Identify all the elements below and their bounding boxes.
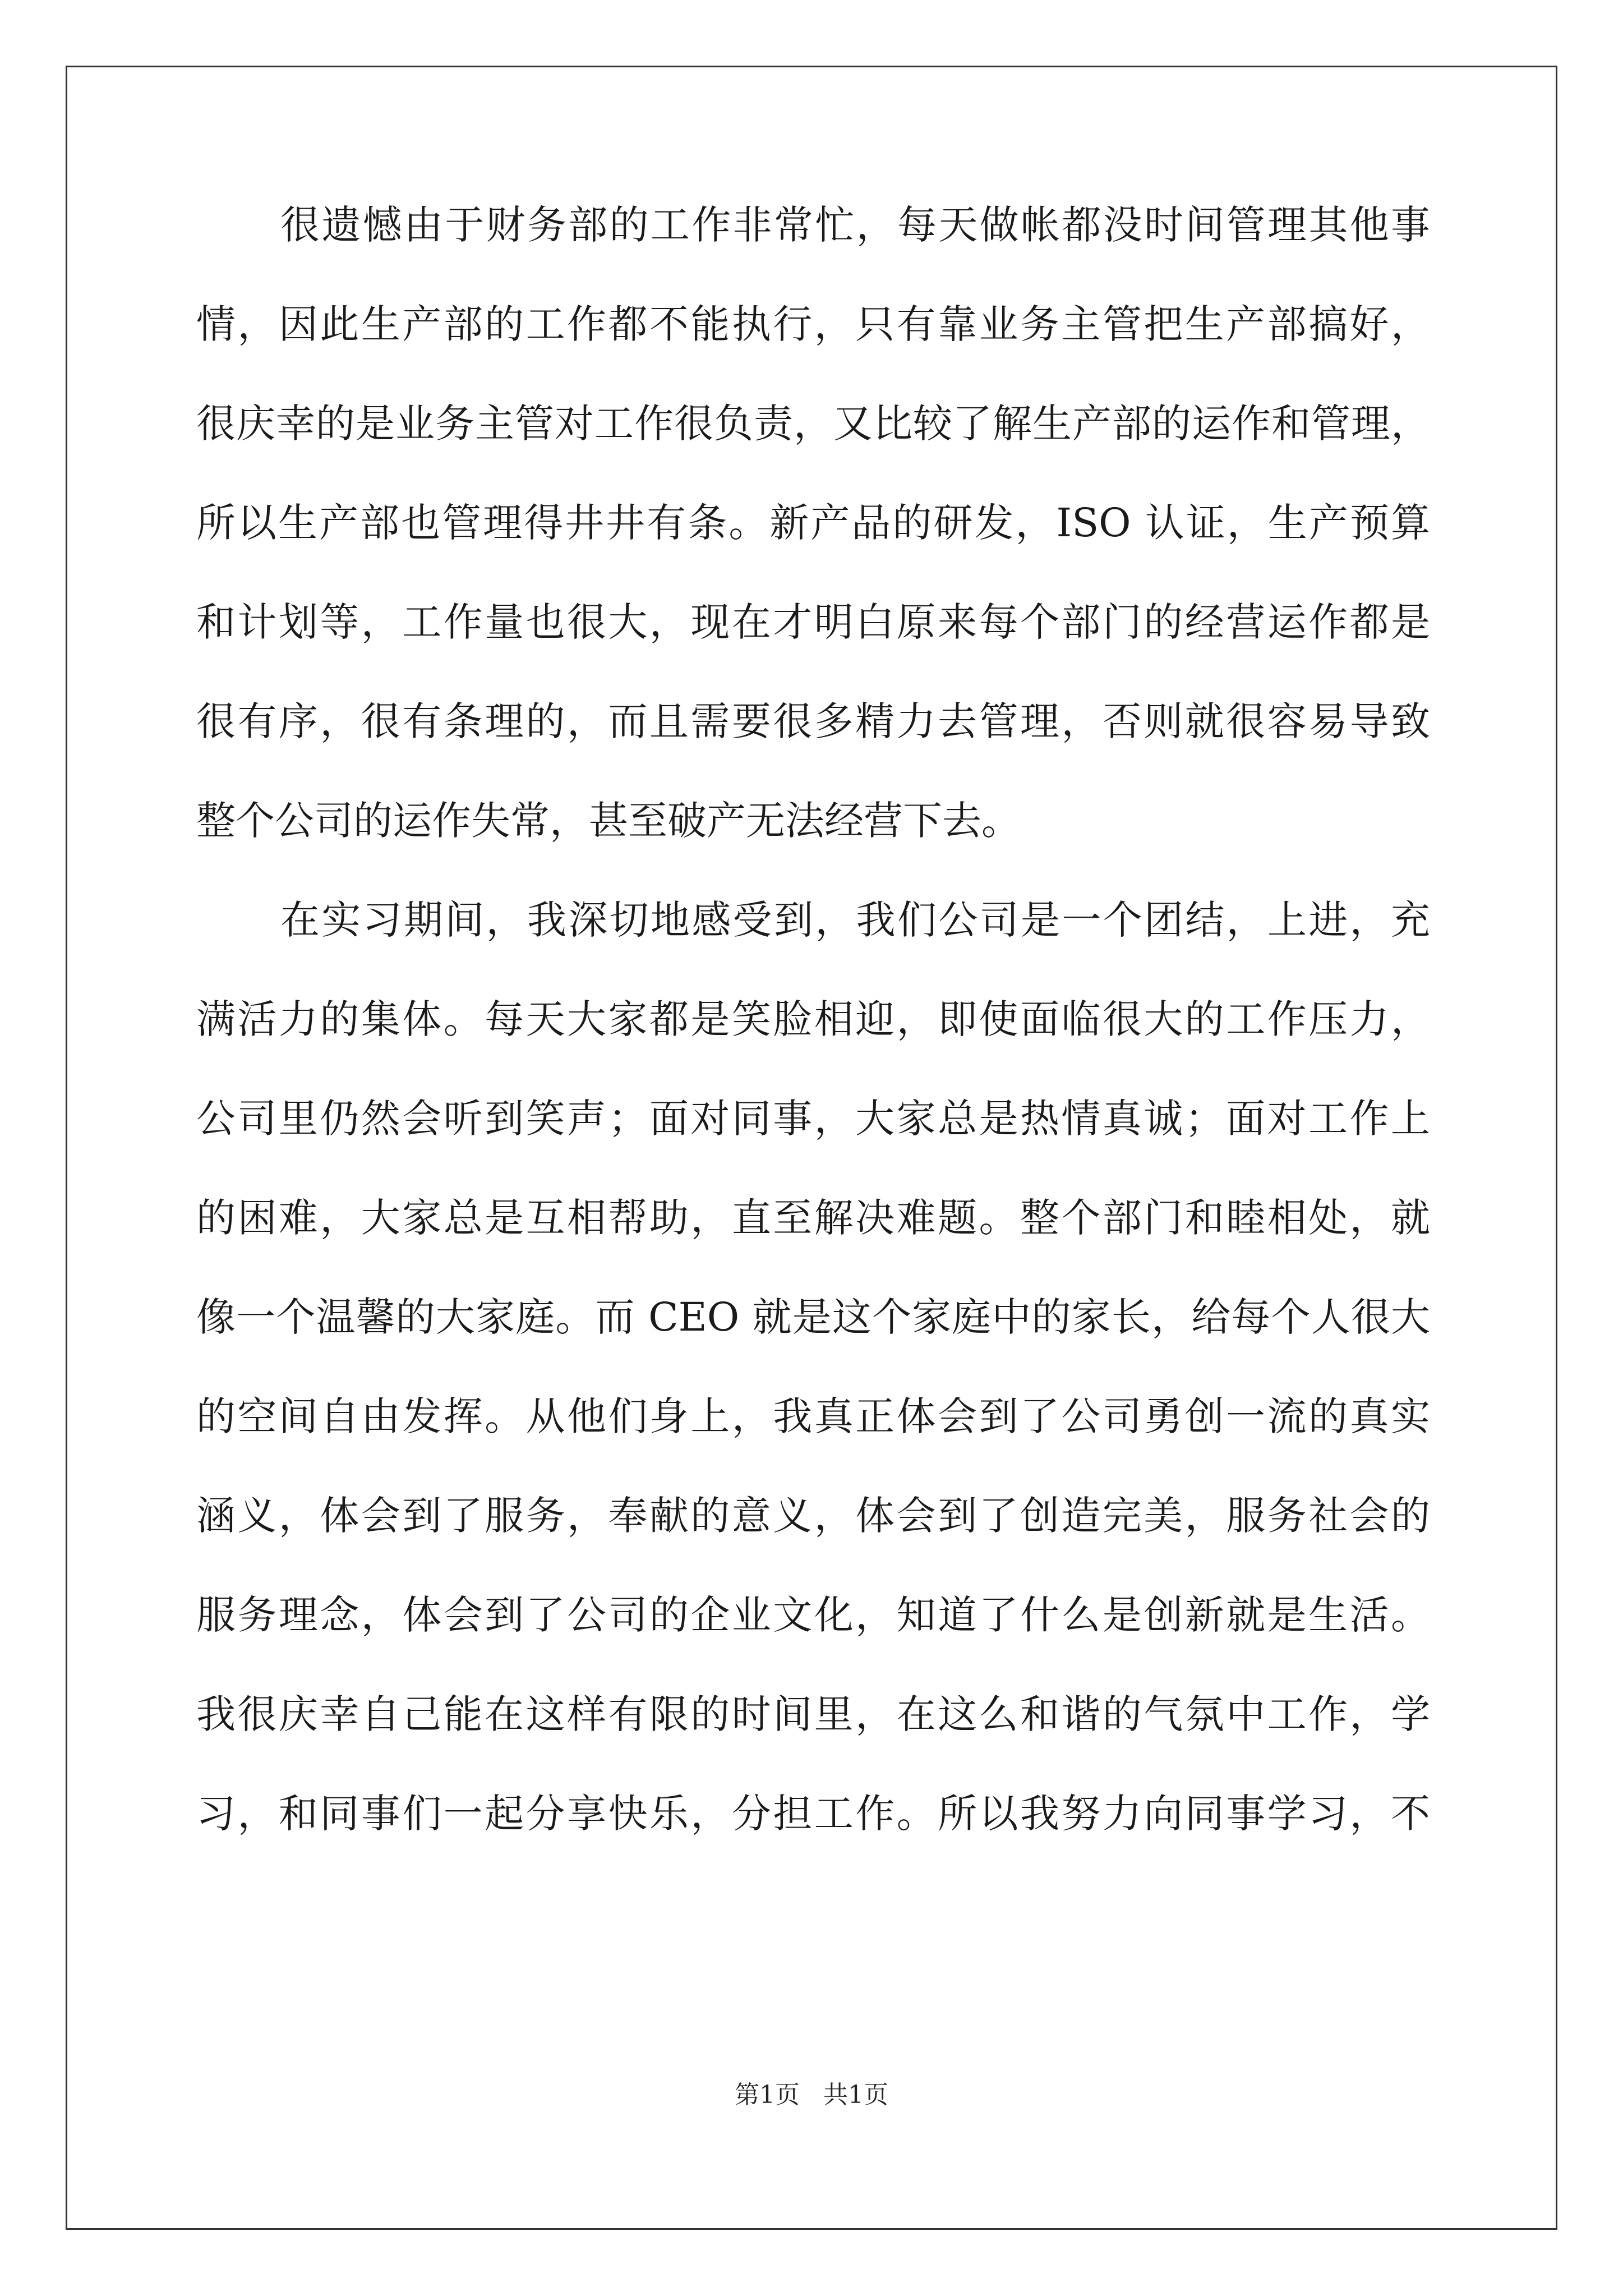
paragraph-1-line-1: 很遗憾由于财务部的工作非常忙，每天做帐都没时间管理其他事 — [280, 202, 1430, 248]
document-body — [196, 202, 1430, 1893]
paragraph-1-line-3: 很庆幸的是业务主管对工作很负责，又比较了解生产部的运作和管理， — [196, 401, 1430, 447]
paragraph-1-line-2: 情，因此生产部的工作都不能执行，只有靠业务主管把生产部搞好， — [196, 301, 1430, 347]
paragraph-1-line-5: 和计划等，工作量也很大，现在才明白原来每个部门的经营运作都是 — [196, 599, 1430, 645]
paragraph-2-line-6: 的空间自由发挥。从他们身上，我真正体会到了公司勇创一流的真实 — [196, 1393, 1430, 1439]
paragraph-2-line-8: 服务理念，体会到了公司的企业文化，知道了什么是创新就是生活。 — [196, 1592, 1430, 1638]
paragraph-1-line-7: 整个公司的运作失常，甚至破产无法经营下去。 — [196, 798, 1021, 844]
page-total: 共1页 — [823, 2081, 888, 2109]
paragraph-2-line-10: 习，和同事们一起分享快乐，分担工作。所以我努力向同事学习，不 — [196, 1791, 1430, 1837]
paragraph-2-line-7: 涵义，体会到了服务，奉献的意义，体会到了创造完美，服务社会的 — [196, 1493, 1430, 1539]
page-number: 第1页 — [735, 2081, 800, 2109]
paragraph-2-line-3: 公司里仍然会听到笑声；面对同事，大家总是热情真诚；面对工作上 — [196, 1096, 1430, 1142]
paragraph-2-line-1: 在实习期间，我深切地感受到，我们公司是一个团结，上进，充 — [280, 897, 1430, 943]
paragraph-2-line-9: 我很庆幸自己能在这样有限的时间里，在这么和谐的气氛中工作，学 — [196, 1691, 1430, 1737]
paragraph-1-line-6: 很有序，很有条理的，而且需要很多精力去管理，否则就很容易导致 — [196, 698, 1430, 744]
paragraph-2-line-4: 的困难，大家总是互相帮助，直至解决难题。整个部门和睦相处，就 — [196, 1195, 1430, 1241]
paragraph-2-line-5: 像一个温馨的大家庭。而 CEO 就是这个家庭中的家长，给每个人很大 — [196, 1294, 1430, 1340]
paragraph-2-line-2: 满活力的集体。每天大家都是笑脸相迎，即使面临很大的工作压力， — [196, 996, 1430, 1042]
paragraph-1-line-4: 所以生产部也管理得井井有条。新产品的研发，ISO 认证，生产预算 — [196, 500, 1430, 546]
page-footer — [0, 2083, 1623, 2108]
